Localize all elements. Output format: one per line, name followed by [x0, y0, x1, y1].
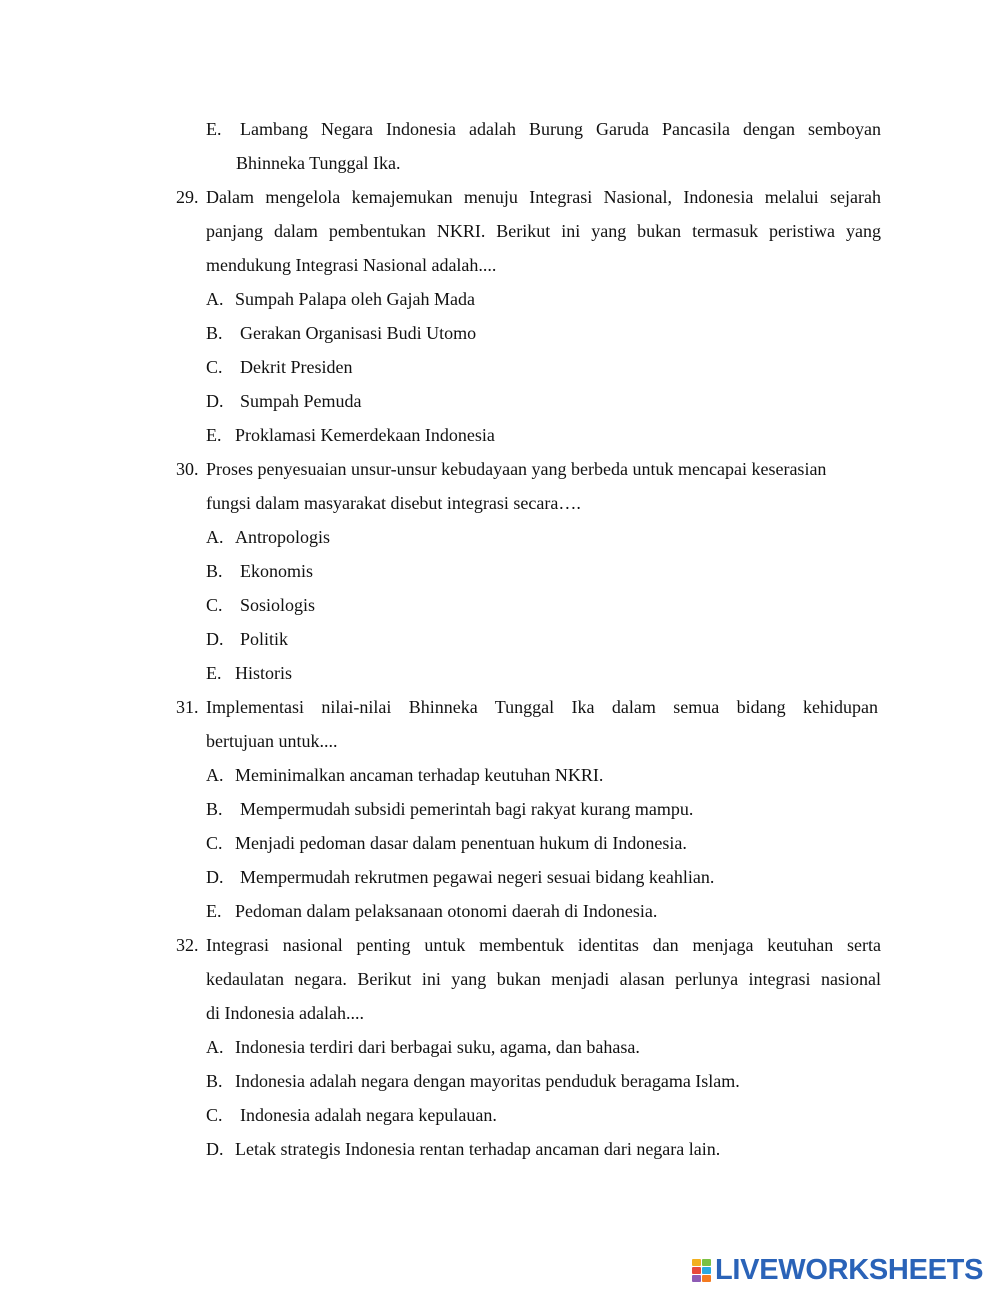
option-text: Indonesia adalah negara dengan mayoritas penduduk beragama Islam.	[235, 1071, 740, 1091]
option-text: Gerakan Organisasi Budi Utomo	[240, 323, 477, 343]
option-text: Pedoman dalam pelaksanaan otonomi daerah di Indonesia.	[235, 901, 658, 921]
question-text: di Indonesia adalah....	[206, 1003, 364, 1023]
option-text: Menjadi pedoman dasar dalam penentuan hukum di Indonesia.	[235, 833, 687, 853]
option-text: Mempermudah rekrutmen pegawai negeri sesuai bidang keahlian.	[240, 867, 715, 887]
question-number: 32.	[176, 935, 199, 955]
option-text: Indonesia terdiri dari berbagai suku, agama, dan bahasa.	[235, 1037, 640, 1057]
option-label: E.	[206, 901, 222, 921]
option-label: D.	[206, 629, 224, 649]
option-label: C.	[206, 595, 223, 615]
option-text: Antropologis	[235, 527, 331, 547]
option-label: D.	[206, 1139, 224, 1159]
question-text: Dalam mengelola kemajemukan menuju Integrasi Nasional, Indonesia melalui sejarah	[206, 187, 881, 207]
option-text: Dekrit Presiden	[240, 357, 353, 377]
option-text-continued: Bhinneka Tunggal Ika.	[236, 153, 401, 173]
liveworksheets-mark-icon	[692, 1258, 712, 1282]
logo-text-worksheets: WORKSHEETS	[778, 1253, 984, 1286]
question-number: 31.	[176, 697, 199, 717]
option-label: C.	[206, 833, 223, 853]
question-text: Implementasi nilai-nilai Bhinneka Tunggal Ika dalam semua bidang kehidupan	[206, 697, 878, 717]
option-label: A.	[206, 527, 224, 547]
option-label: D.	[206, 391, 224, 411]
question-text: Integrasi nasional penting untuk membentuk identitas dan menjaga keutuhan serta	[206, 935, 881, 955]
logo-text-live: LIVE	[715, 1253, 779, 1286]
option-text: Sosiologis	[240, 595, 316, 615]
option-label: A.	[206, 765, 224, 785]
question-text: panjang dalam pembentukan NKRI. Berikut ini yang bukan termasuk peristiwa yang	[206, 221, 881, 241]
option-label: E.	[206, 425, 222, 445]
option-text: Mempermudah subsidi pemerintah bagi rakyat kurang mampu.	[240, 799, 694, 819]
option-text: Letak strategis Indonesia rentan terhadap ancaman dari negara lain.	[235, 1139, 721, 1159]
question-text: fungsi dalam masyarakat disebut integrasi secara….	[206, 493, 581, 513]
option-text: Sumpah Pemuda	[240, 391, 362, 411]
option-label: A.	[206, 1037, 224, 1057]
option-label: C.	[206, 1105, 223, 1125]
option-text: Indonesia adalah negara kepulauan.	[240, 1105, 497, 1125]
option-label: B.	[206, 323, 223, 343]
option-text: Meminimalkan ancaman terhadap keutuhan NKRI.	[235, 765, 604, 785]
option-label: D.	[206, 867, 224, 887]
option-label: B.	[206, 799, 223, 819]
option-text: Proklamasi Kemerdekaan Indonesia	[235, 425, 495, 445]
option-text: Lambang Negara Indonesia adalah Burung Garuda Pancasila dengan semboyan	[240, 119, 881, 139]
question-text: Proses penyesuaian unsur-unsur kebudayaan yang berbeda untuk mencapai keserasian	[206, 459, 827, 479]
question-number: 30.	[176, 459, 199, 479]
option-label: E.	[206, 663, 222, 683]
liveworksheets-logo	[692, 1254, 983, 1286]
option-label: B.	[206, 561, 223, 581]
option-label: B.	[206, 1071, 223, 1091]
question-text: mendukung Integrasi Nasional adalah....	[206, 255, 497, 275]
option-text: Politik	[240, 629, 289, 649]
option-text: Sumpah Palapa oleh Gajah Mada	[235, 289, 475, 309]
option-label: A.	[206, 289, 224, 309]
option-text: Historis	[235, 663, 293, 683]
option-text: Ekonomis	[240, 561, 314, 581]
option-label: C.	[206, 357, 223, 377]
question-text: kedaulatan negara. Berikut ini yang bukan menjadi alasan perlunya integrasi nasional	[206, 969, 881, 989]
question-number: 29.	[176, 187, 199, 207]
option-label: E.	[206, 119, 222, 139]
question-text: bertujuan untuk....	[206, 731, 338, 751]
